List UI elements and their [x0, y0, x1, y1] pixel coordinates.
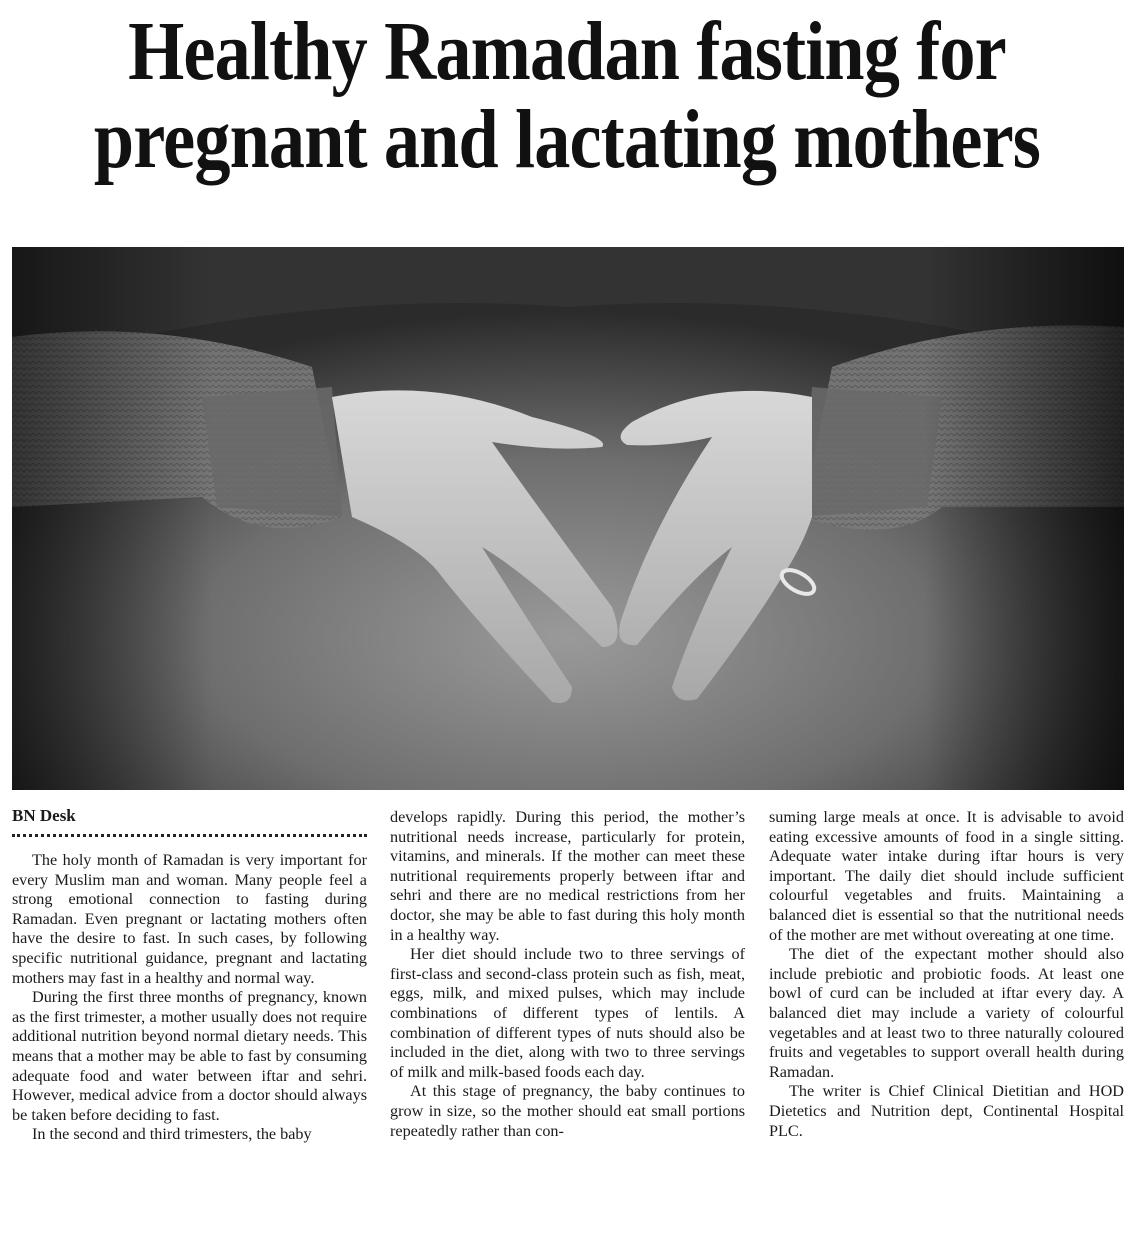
byline: BN Desk — [12, 806, 76, 825]
headline-line-2: pregnant and lactating mothers — [93, 93, 1041, 186]
byline-divider — [12, 834, 367, 837]
article-column-2 — [390, 808, 745, 1141]
paragraph: At this stage of pregnancy, the baby continues to grow in size, so the mother should eat small portions repeatedly rather than con- — [390, 1082, 745, 1140]
paragraph: The diet of the expectant mother should also include prebiotic and probiotic foods. At least one bowl of curd can be included at iftar every day. A balanced diet may include a variety of colourful vegetables and at least two to three naturally coloured fruits and vegetables to support overall health during Ramadan. — [769, 945, 1124, 1081]
article-column-3 — [769, 808, 1124, 1141]
paragraph: The holy month of Ramadan is very important for every Muslim man and woman. Many people feel a strong emotional connection to fasting during Ramadan. Even pregnant or lactating mothers often have the desire to fast. In such cases, by following specific nutritional guidance, pregnant and lactating mothers may fast in a healthy and normal way. — [12, 851, 367, 987]
paragraph: suming large meals at once. It is advisable to avoid eating excessive amounts of food in a single sitting. Adequate water intake during iftar hours is very important. The daily diet should include sufficient colourful vegetables and fruits. Maintaining a balanced diet is essential so that the nutritional needs of the mother are met without overeating at one time. — [769, 808, 1124, 944]
paragraph: In the second and third trimesters, the baby — [32, 1125, 312, 1144]
headline — [79, 5, 1054, 186]
article-photo — [12, 247, 1124, 790]
author-note: The writer is Chief Clinical Dietitian and HOD Dietetics and Nutrition dept, Continental Hospital PLC. — [769, 1082, 1124, 1140]
headline-line-1: Healthy Ramadan fasting for — [128, 5, 1006, 98]
paragraph: Her diet should include two to three servings of first-class and second-class protein such as fish, meat, eggs, milk, and mixed pulses, which may include combinations of different types of lentils. A combination of different types of nuts should also be included in the diet, along with two to three servings of milk and milk-based foods each day. — [390, 945, 745, 1081]
paragraph: During the first three months of pregnancy, known as the first trimester, a mother usually does not require additional nutrition beyond normal dietary needs. This means that a mother may be able to fast by consuming adequate food and water between iftar and sehri. However, medical advice from a doctor should always be taken before deciding to fast. — [12, 988, 367, 1124]
article-column-1 — [12, 851, 367, 1145]
paragraph: develops rapidly. During this period, the mother’s nutritional needs increase, particularly for protein, vitamins, and minerals. If the mother can meet these nutritional requirements properly between iftar and sehri and there are no medical restrictions from her doctor, she may be able to fast during this holy month in a healthy way. — [390, 808, 745, 944]
